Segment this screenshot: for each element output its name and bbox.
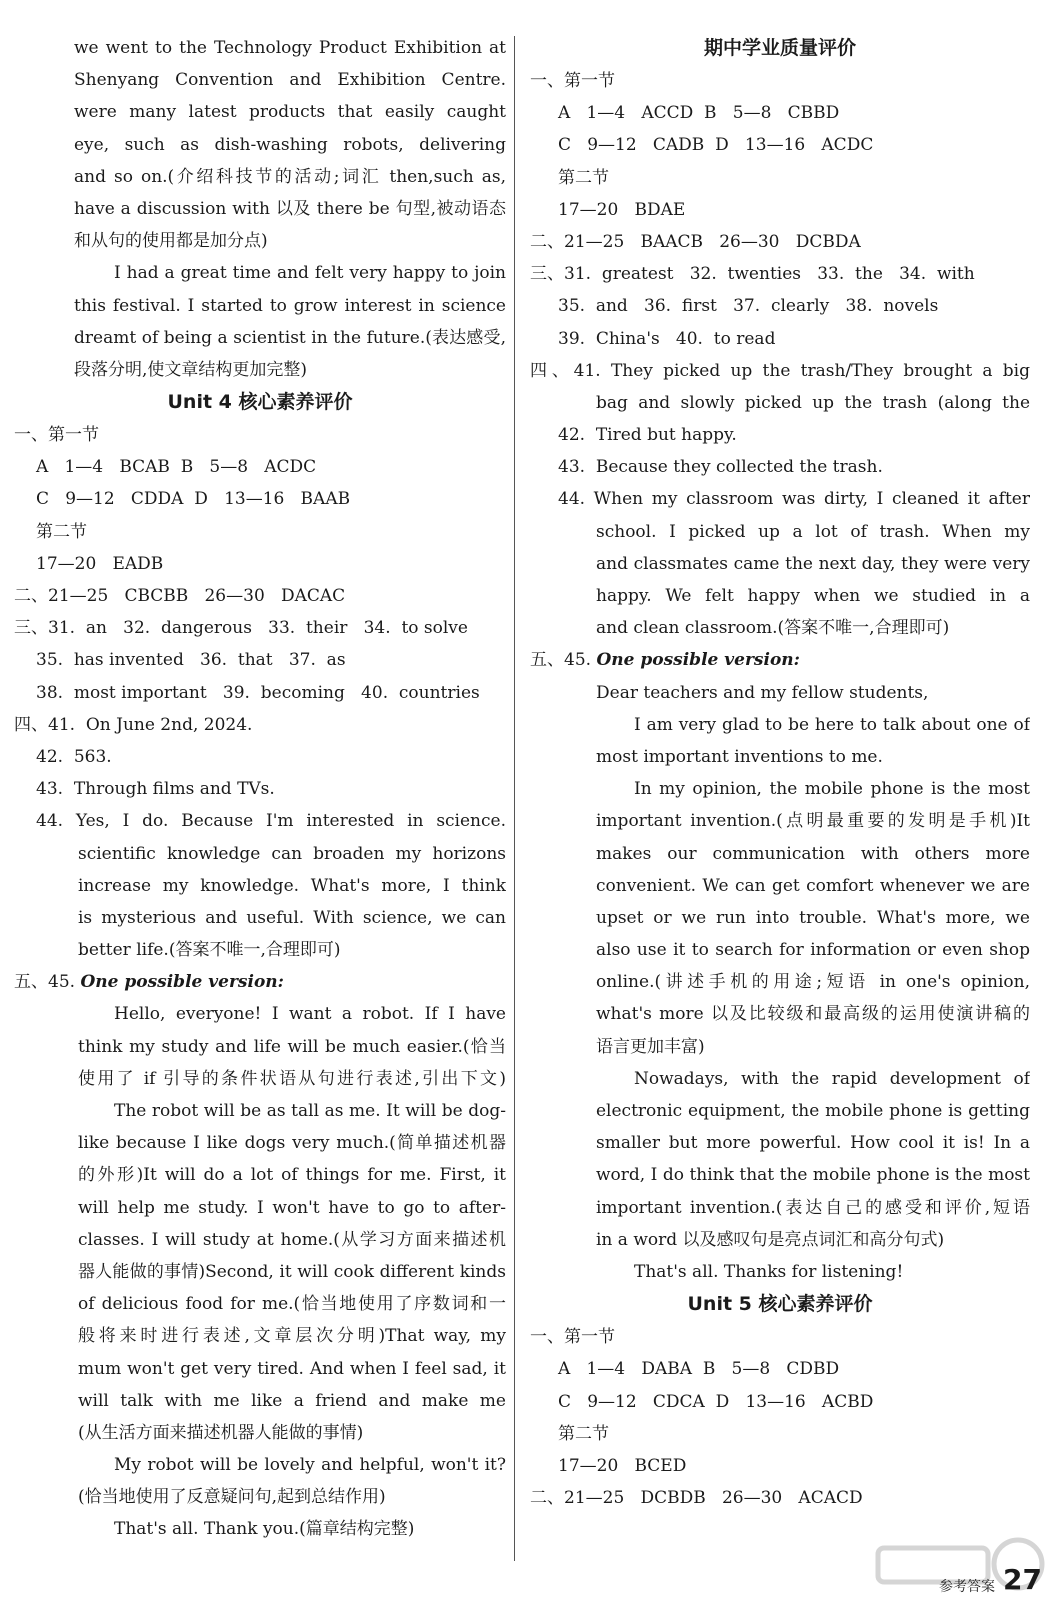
answer-line: 44. When my classroom was dirty, I cleaned it after: [558, 489, 1030, 510]
essay-greeting: Dear teachers and my fellow students,: [596, 682, 929, 703]
answer-line: 43. Because they collected the trash.: [558, 457, 883, 478]
essay-line: (恰当地使用了反意疑问句,起到总结作用): [78, 1487, 386, 1508]
text-line: this festival. I started to grow interest in science: [74, 295, 506, 316]
answer-line: C 9—12 CDCA D 13—16 ACBD: [558, 1391, 874, 1412]
answer-line: 42. Tired but happy.: [558, 425, 737, 446]
answer-line: school. I picked up a lot of trash. When my: [596, 521, 1030, 542]
answer-line: and classmates came the next day, they were very: [596, 553, 1030, 574]
answer-line: 三、31. an 32. dangerous 33. their 34. to solve: [14, 618, 468, 639]
essay-line: also use it to search for information or even shop: [596, 940, 1030, 961]
essay-line: 的外形)It will do a lot of things for me. First, it: [78, 1165, 506, 1186]
version-line: [14, 966, 506, 998]
text-line: I had a great time and felt very happy to join: [114, 263, 506, 284]
essay-line: most important inventions to me.: [596, 746, 883, 767]
essay-line: of delicious food for me.(恰当地使用了序数词和一: [78, 1294, 506, 1315]
answer-line: 17—20 BDAE: [558, 199, 686, 220]
essay-line: in a word 以及感叹句是亮点词汇和高分句式): [596, 1229, 945, 1250]
section-label: 一、第一节: [14, 425, 99, 446]
essay-line: In my opinion, the mobile phone is the most: [634, 779, 1030, 800]
essay-line: what's more 以及比较级和最高级的运用使演讲稿的: [596, 1004, 1030, 1025]
text-line: eye, such as dish-washing robots, delivering: [74, 134, 506, 155]
text-line: have a discussion with 以及 there be 句型,被动语态: [74, 198, 506, 219]
answer-line: C 9—12 CADB D 13—16 ACDC: [558, 135, 874, 156]
answer-line: 42. 563.: [36, 746, 112, 767]
answer-line: C 9—12 CDDA D 13—16 BAAB: [36, 489, 351, 510]
question-number: 五、45.: [530, 650, 592, 671]
essay-line: like because I like dogs very much.(简单描述机器: [78, 1133, 506, 1154]
unit4-heading: Unit 4 核心素养评价: [167, 391, 353, 414]
essay-line: (从生活方面来描述机器人能做的事情): [78, 1422, 364, 1443]
text-line: 和从句的使用都是加分点): [74, 231, 268, 252]
section-label: 第二节: [36, 521, 87, 542]
essay-line: I am very glad to be here to talk about one of: [634, 714, 1030, 735]
page-number: 27: [1003, 1563, 1042, 1596]
essay-line: makes our communication with others more: [596, 843, 1030, 864]
essay-line: online.(讲述手机的用途;短语 in one's opinion,: [596, 972, 1030, 993]
version-label: One possible version:: [596, 650, 800, 671]
right-column: [530, 32, 1030, 1570]
answer-line: 44. Yes, I do. Because I'm interested in science.: [36, 811, 506, 832]
answer-line: 35. and 36. first 37. clearly 38. novels: [558, 296, 939, 317]
unit5-heading: Unit 5 核心素养评价: [687, 1293, 873, 1316]
answer-line: 39. China's 40. to read: [558, 328, 776, 349]
essay-line: Nowadays, with the rapid development of: [634, 1068, 1030, 1089]
essay-line: That's all. Thanks for listening!: [634, 1261, 904, 1282]
section-label: 一、第一节: [530, 71, 615, 91]
answer-line: A 1—4 BCAB B 5—8 ACDC: [36, 457, 317, 478]
text-line: and so on.(介绍科技节的活动;词汇 then,such as,: [74, 166, 506, 187]
essay-line: 语言更加丰富): [596, 1036, 705, 1057]
answer-line: 四、41. On June 2nd, 2024.: [14, 714, 253, 735]
midterm-heading: 期中学业质量评价: [703, 37, 856, 59]
essay-line: will help me study. I won't have to go to after-: [78, 1197, 506, 1218]
answer-line: A 1—4 DABA B 5—8 CDBD: [558, 1359, 840, 1380]
essay-line: will talk with me like a friend and make me: [78, 1390, 506, 1411]
answer-line: better life.(答案不唯一,合理即可): [78, 940, 341, 961]
text-line: dreamt of being a scientist in the future.(表达感受,: [74, 327, 506, 348]
text-line: we went to the Technology Product Exhibition at: [74, 38, 506, 58]
essay-line: classes. I will study at home.(从学习方面来描述机: [78, 1229, 506, 1250]
answer-line: 四、41. They picked up the trash/They brought a big: [530, 360, 1030, 381]
text-line: 段落分明,使文章结构更加完整): [74, 359, 308, 380]
answer-line: 35. has invented 36. that 37. as: [36, 650, 346, 671]
column-divider: [514, 36, 515, 1561]
essay-line: mum won't get very tired. And when I feel sad, it: [78, 1358, 506, 1379]
essay-line: That's all. Thank you.(篇章结构完整): [114, 1519, 415, 1540]
answer-line: 二、21—25 BAACB 26—30 DCBDA: [530, 231, 861, 252]
essay-line: My robot will be lovely and helpful, won't it?: [114, 1455, 506, 1476]
essay-line: Hello, everyone! I want a robot. If I have: [114, 1004, 506, 1025]
answer-line: 三、31. greatest 32. twenties 33. the 34. with: [530, 264, 975, 285]
footer-label: 参考答案: [939, 1579, 996, 1595]
answer-line: increase my knowledge. What's more, I think: [78, 875, 506, 896]
version-label: One possible version:: [80, 972, 284, 993]
answer-line: happy. We felt happy when we studied in a: [596, 586, 1030, 606]
text-line: Shenyang Convention and Exhibition Centre.: [74, 70, 506, 91]
answer-line: 17—20 BCED: [558, 1455, 687, 1476]
essay-line: 使用了 if 引导的条件状语从句进行表述,引出下文): [78, 1068, 506, 1089]
essay-line: upset or we run into trouble. What's more, we: [596, 907, 1030, 928]
essay-line: important invention.(点明最重要的发明是手机)It: [596, 811, 1030, 832]
left-column: [14, 32, 506, 1570]
question-number: 五、45.: [14, 972, 76, 993]
essay-line: smaller but more powerful. How cool it is! In a: [596, 1133, 1030, 1154]
essay-line: electronic equipment, the mobile phone is getting: [596, 1101, 1030, 1121]
essay-line: think my study and life will be much easier.(恰当: [78, 1036, 506, 1057]
answer-line: 43. Through films and TVs.: [36, 779, 275, 800]
answer-line: 17—20 EADB: [36, 553, 164, 574]
section-label: 第二节: [558, 167, 609, 188]
answer-line: 38. most important 39. becoming 40. countries: [36, 682, 480, 703]
text-line: were many latest products that easily caught: [74, 102, 506, 123]
answer-line: A 1—4 ACCD B 5—8 CBBD: [558, 103, 840, 124]
essay-line: The robot will be as tall as me. It will be dog-: [114, 1101, 506, 1121]
page-footer: [939, 1563, 1042, 1596]
essay-line: word, I do think that the mobile phone is the most: [596, 1165, 1030, 1186]
answer-line: 二、21—25 DCBDB 26—30 ACACD: [530, 1488, 863, 1509]
section-label: 一、第一节: [530, 1327, 615, 1348]
answer-line: scientific knowledge can broaden my horizons: [78, 843, 506, 864]
answer-line: bag and slowly picked up the trash (along the: [596, 392, 1030, 413]
answer-line: is mysterious and useful. With science, we can: [78, 907, 506, 928]
essay-line: important invention.(表达自己的感受和评价,短语: [596, 1197, 1030, 1218]
essay-line: 器人能做的事情)Second, it will cook different kinds: [78, 1261, 506, 1282]
essay-line: convenient. We can get comfort whenever we are: [596, 875, 1030, 896]
section-label: 第二节: [558, 1423, 609, 1444]
answer-line: 二、21—25 CBCBB 26—30 DACAC: [14, 586, 346, 606]
essay-line: 般将来时进行表述,文章层次分明)That way, my: [78, 1326, 506, 1347]
answer-line: and clean classroom.(答案不唯一,合理即可): [596, 618, 950, 639]
version-line: [530, 644, 1030, 676]
